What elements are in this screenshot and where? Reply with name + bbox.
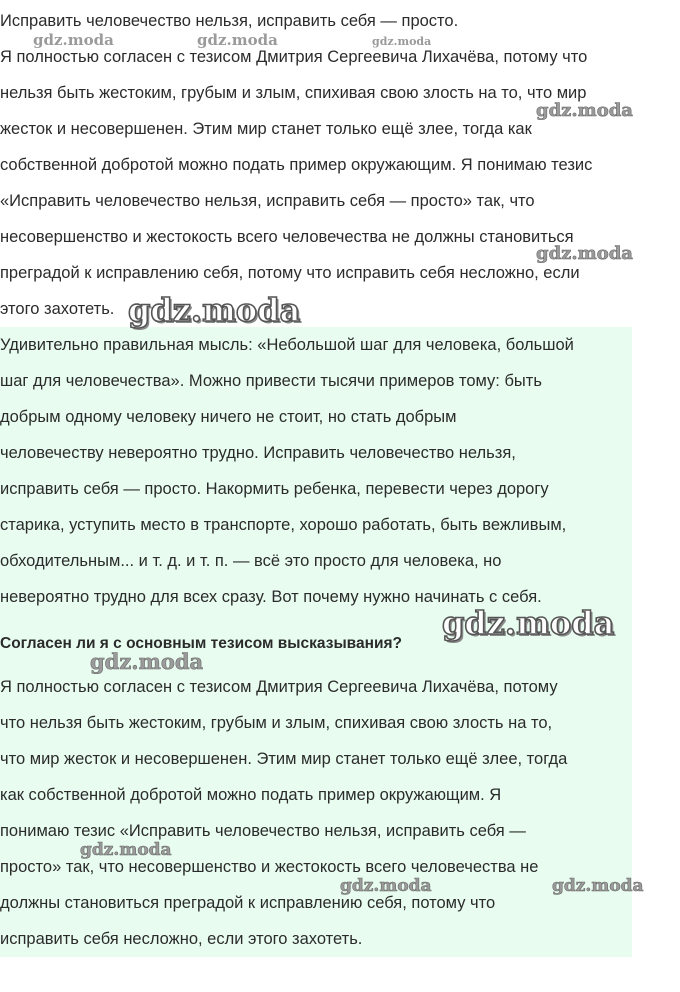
text-line: просто» так, что несовершенство и жестокость всего человечества не	[0, 858, 539, 876]
watermark: gdz.moda	[197, 31, 278, 49]
text-line: как собственной добротой можно подать пример окружающим. Я	[0, 786, 502, 804]
text-line: старика, уступить место в транспорте, хорошо работать, быть вежливым,	[0, 516, 567, 534]
text-line: собственной добротой можно подать пример окружающим. Я понимаю тезис	[0, 156, 593, 174]
watermark: gdz.moda	[90, 649, 204, 674]
paragraph-essay-2	[0, 327, 632, 615]
text-line: исправить себя — просто. Накормить ребенка, перевести через дорогу	[0, 480, 549, 498]
text-line: несовершенство и жестокость всего человечества не должны становиться	[0, 228, 574, 246]
text-line: что нельзя быть жестоким, грубым и злым, спихивая свою злость на то,	[0, 714, 553, 732]
text-line: должны становиться преградой к исправлению себя, потому что	[0, 894, 496, 912]
text-line: исправить себя несложно, если этого захотеть.	[0, 930, 363, 948]
text-line: человечеству невероятно трудно. Исправить человечество нельзя,	[0, 444, 516, 462]
watermark: gdz.moda	[372, 35, 432, 48]
text-line: этого захотеть.	[0, 300, 115, 318]
text-line: шаг для человечества». Можно привести тысячи примеров тому: быть	[0, 372, 542, 390]
question-heading: Согласен ли я с основным тезисом высказывания?	[0, 635, 403, 652]
paragraph-essay-1	[0, 3, 680, 327]
text-line: нельзя быть жестоким, грубым и злым, спихивая свою злость на то, что мир	[0, 84, 587, 102]
text-line: Я полностью согласен с тезисом Дмитрия Сергеевича Лихачёва, потому что	[0, 48, 588, 66]
text-line: добрым одному человеку ничего не стоит, но стать добрым	[0, 408, 457, 426]
text-line: жесток и несовершенен. Этим мир станет только ещё злее, тогда как	[0, 120, 532, 138]
watermark: gdz.moda	[442, 604, 615, 642]
watermark: gdz.moda	[536, 243, 633, 264]
text-line: обходительным... и т. д. и т. п. — всё это просто для человека, но	[0, 552, 502, 570]
text-line: невероятно трудно для всех сразу. Вот почему нужно начинать с себя.	[0, 588, 542, 606]
text-line: понимаю тезис «Исправить человечество нельзя, исправить себя —	[0, 822, 526, 840]
watermark: gdz.moda	[128, 291, 301, 329]
paragraph-essay-3	[0, 669, 632, 957]
text-line: что мир жесток и несовершенен. Этим мир станет только ещё злее, тогда	[0, 750, 568, 768]
text-line: преградой к исправлению себя, потому что исправить себя несложно, если	[0, 264, 580, 282]
watermark: gdz.moda	[80, 840, 172, 860]
text-line: Я полностью согласен с тезисом Дмитрия Сергеевича Лихачёва, потому	[0, 678, 558, 696]
watermark: gdz.moda	[33, 31, 114, 49]
watermark: gdz.moda	[536, 100, 633, 121]
watermark: gdz.moda	[340, 876, 432, 896]
text-line: Исправить человечество нельзя, исправить себя — просто.	[0, 12, 459, 30]
text-line: «Исправить человечество нельзя, исправить себя — просто» так, что	[0, 192, 535, 210]
watermark: gdz.moda	[552, 876, 644, 896]
text-line: Удивительно правильная мысль: «Небольшой шаг для человека, большой	[0, 336, 574, 354]
